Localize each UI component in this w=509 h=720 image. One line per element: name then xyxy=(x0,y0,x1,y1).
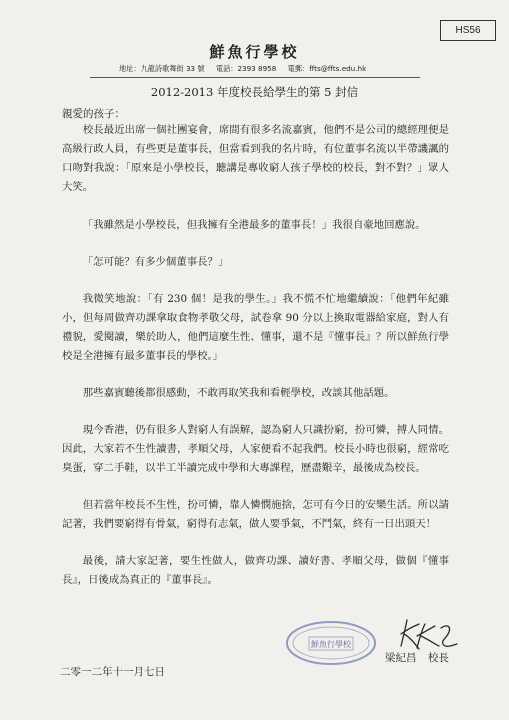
school-seal-stamp xyxy=(285,620,377,666)
paragraph-7: 但若當年校長不生性，扮可憐，靠人憐憫施捨，怎可有今日的安樂生活。所以請記著，我們要窮得有骨氣，窮得有志氣，做人要爭氣，不鬥氣，終有一日出頭天！ xyxy=(62,499,449,530)
signature-block xyxy=(385,650,449,665)
paragraph-2: 「我雖然是小學校長，但我擁有全港最多的董事長！」我很自豪地回應說。 xyxy=(82,219,426,231)
paragraph-8: 最後，請大家記著，要生性做人，做齊功課、讀好書、孝順父母，做個『懂事長』，日後成為真正的『董事長』。 xyxy=(62,555,449,586)
letter-body xyxy=(62,121,449,608)
paragraph-3: 「怎可能？有多少個董事長？」 xyxy=(82,256,229,268)
document-code-box: HS56 xyxy=(440,20,496,41)
principal-name: 梁紀昌 xyxy=(385,652,417,664)
letter-date: 二零一二年十一月七日 xyxy=(60,666,165,678)
school-contact-line xyxy=(119,64,409,74)
paragraph-1: 校長最近出席一個社團宴會，席間有很多名流嘉賓，他們不是公司的總經理便是高級行政人員，有些更是董事長，但當看到我的名片時，有位董事名流以半帶譏諷的口吻對我說：「原來是小學校長，聽講是專收窮人孩子學校的校長，對不對？」眾人大笑。 xyxy=(62,124,449,193)
school-address: 地址：九龍詩歌舞街 33 號 xyxy=(119,64,205,73)
school-phone: 電話：2393 8958 xyxy=(215,64,277,73)
school-email: 電郵：ffts@ffts.edu.hk xyxy=(287,64,367,73)
letter-title: 2012-2013 年度校長給學生的第 5 封信 xyxy=(150,85,359,99)
principal-title: 校長 xyxy=(427,652,449,664)
paragraph-5: 那些嘉賓聽後都很感動，不敢再取笑我和看輕學校，改談其他話題。 xyxy=(82,387,395,399)
paragraph-6: 現今香港，仍有很多人對窮人有誤解，認為窮人只識扮窮，扮可憐，搏人同情。因此，大家若不生性讀書，孝順父母，人家便看不起我們。校長小時也很窮，經常吃臭蛋，穿二手鞋，以半工半讀完成中學和大專課程，歷盡艱辛，最後成為校長。 xyxy=(62,424,449,474)
salutation: 親愛的孩子： xyxy=(62,108,125,120)
header-divider xyxy=(90,77,420,78)
paragraph-4: 我微笑地說：「有 230 個！是我的學生。」我不慌不忙地繼續說：「他們年紀雖小，但每周做齊功課拿取食物孝敬父母，試卷拿 90 分以上換取電器給家庭，對人有禮貌，愛閱讀，樂於助人，他們這麼生性、懂事，還不是『懂事長』？所以鮮魚行學校是全港擁有最多董事長的學校。」 xyxy=(62,293,449,362)
seal-text: 鮮魚行學校 xyxy=(311,640,351,649)
school-name-heading: 鮮魚行學校 xyxy=(209,43,300,61)
